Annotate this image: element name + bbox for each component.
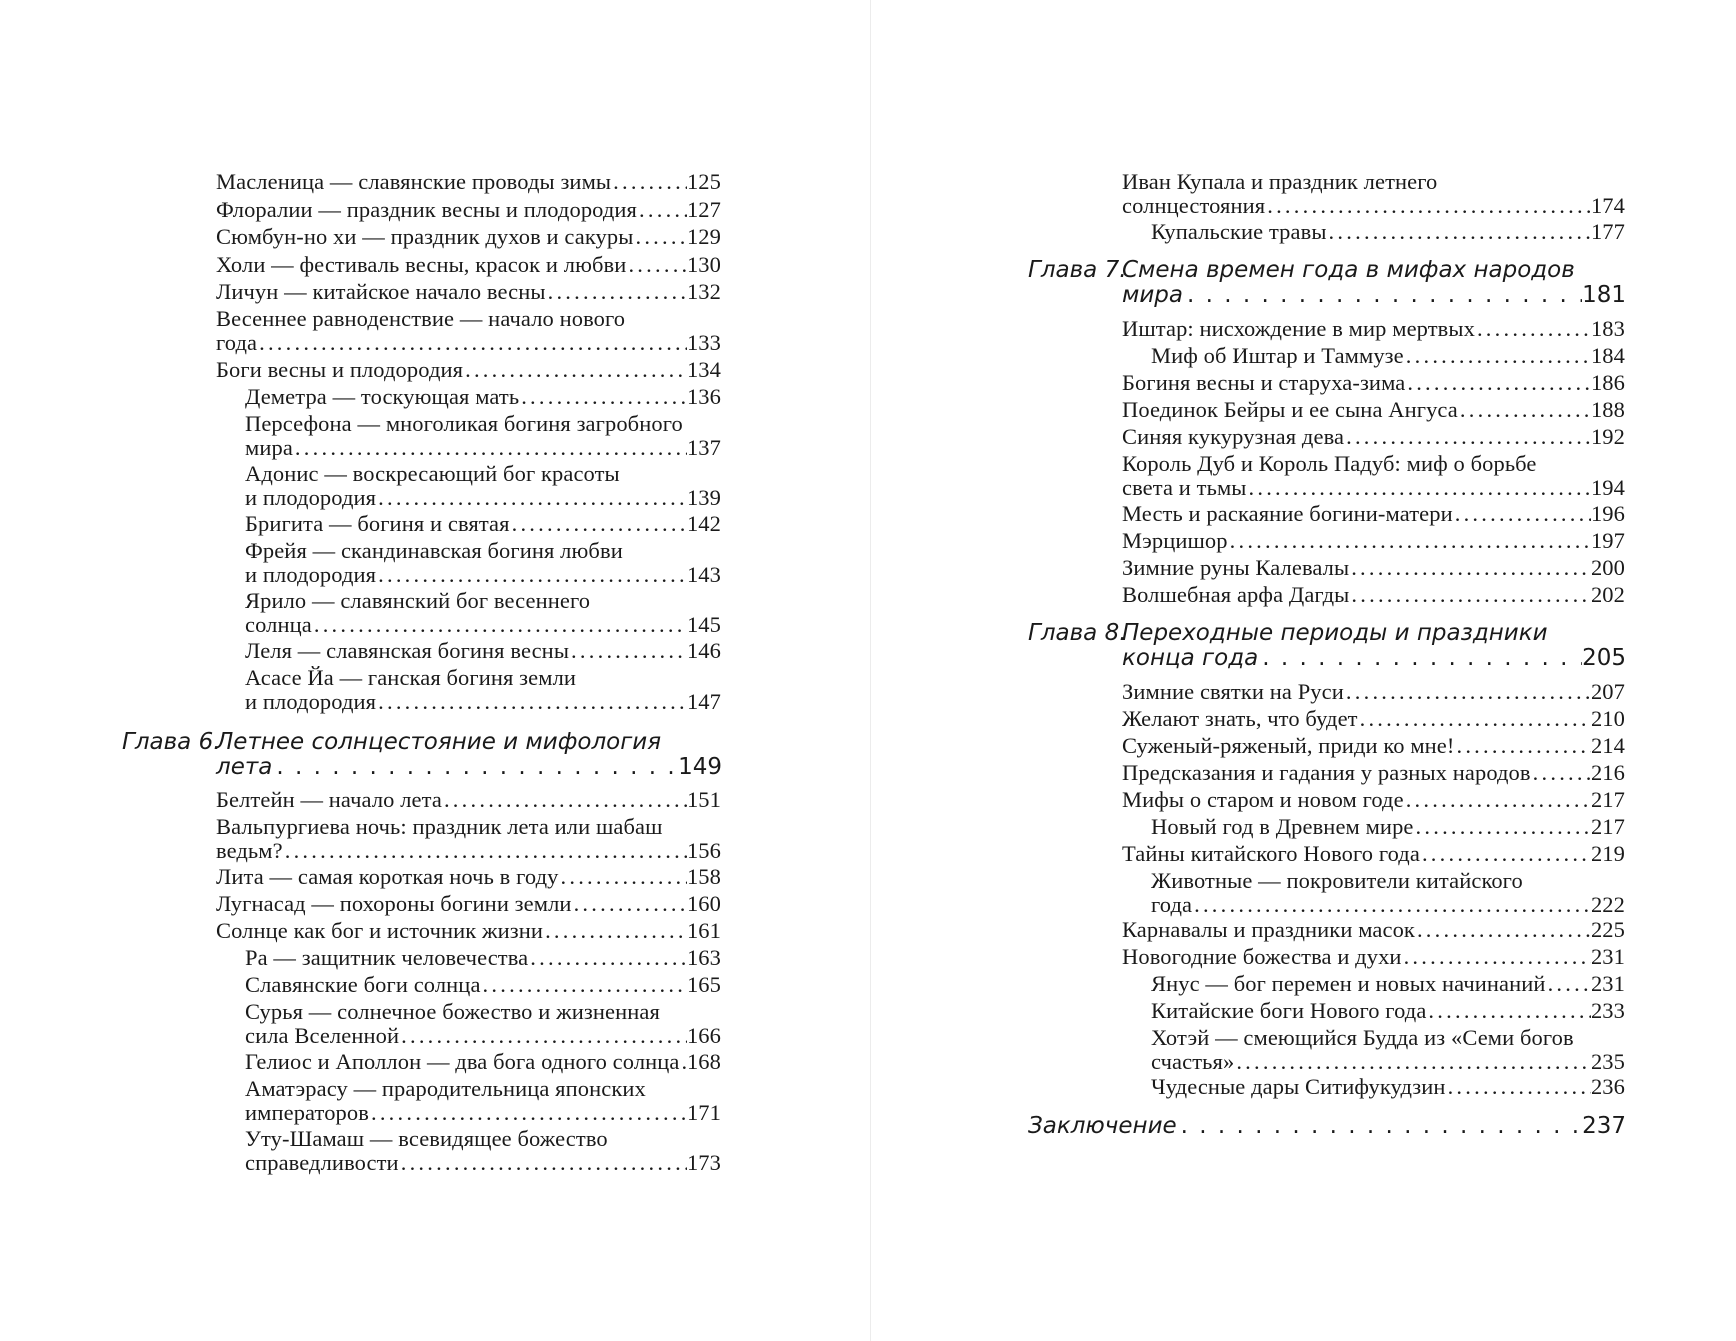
toc-entry[interactable]: Масленица — славянские проводы зимы . . . 125: [216, 170, 721, 194]
toc-entry[interactable]: Месть и раскаяние богини-матери . . . 196: [1122, 502, 1625, 526]
toc-entry[interactable]: Сюмбун-но хи — праздник духов и сакуры . . . 129: [216, 225, 721, 249]
toc-entry[interactable]: Личун — китайское начало весны . . . 132: [216, 280, 721, 304]
toc-entry[interactable]: Аматэрасу — прародительница японских императоров . . . 171: [245, 1077, 721, 1125]
toc-entry[interactable]: Вальпургиева ночь: праздник лета или шабаш ведьм? . . . 156: [216, 815, 721, 863]
toc-entry[interactable]: Леля — славянская богиня весны . . . 146: [245, 639, 721, 663]
toc-entry[interactable]: Персефона — многоликая богиня загробного мира . . . 137: [245, 412, 721, 460]
toc-entry[interactable]: Поединок Бейры и ее сына Ангуса . . . 188: [1122, 398, 1625, 422]
chapter-number: Глава 8.: [1028, 620, 1127, 646]
toc-entry[interactable]: Богиня весны и старуха-зима . . . 186: [1122, 371, 1625, 395]
toc-entry[interactable]: Деметра — тоскующая мать . . . 136: [245, 385, 721, 409]
toc-entry[interactable]: Суженый-ряженый, приди ко мне! . . . 214: [1122, 734, 1625, 758]
chapter-number: Глава 6.: [122, 729, 221, 755]
toc-entry[interactable]: Флоралии — праздник весны и плодородия . . . 127: [216, 198, 721, 222]
chapter-number: Глава 7.: [1028, 257, 1127, 283]
toc-entry[interactable]: Зимние святки на Руси . . . 207: [1122, 680, 1625, 704]
toc-entry[interactable]: Чудесные дары Ситифукудзин . . . 236: [1151, 1075, 1625, 1099]
toc-entry[interactable]: Иван Купала и праздник летнего солнцестояния . . . 174: [1122, 170, 1625, 218]
toc-entry[interactable]: Мэрцишор . . . 197: [1122, 529, 1625, 553]
toc-entry[interactable]: Лита — самая короткая ночь в году . . . 158: [216, 865, 721, 889]
toc-entry[interactable]: Гелиос и Аполлон — два бога одного солнца . . . 168: [245, 1050, 721, 1074]
toc-entry[interactable]: Животные — покровители китайского года . . . 222: [1151, 869, 1625, 917]
toc-entry[interactable]: Весеннее равноденствие — начало нового года . . . 133: [216, 307, 721, 355]
toc-entry[interactable]: Иштар: нисхождение в мир мертвых . . . 183: [1122, 317, 1625, 341]
toc-entry[interactable]: Ра — защитник человечества . . . 163: [245, 946, 721, 970]
toc-entry[interactable]: Янус — бог перемен и новых начинаний . . . 231: [1151, 972, 1625, 996]
toc-entry[interactable]: Бригита — богиня и святая . . . 142: [245, 512, 721, 536]
toc-entry[interactable]: Фрейя — скандинавская богиня любви и плодородия . . . 143: [245, 539, 721, 587]
toc-entry[interactable]: Король Дуб и Король Падуб: миф о борьбе света и тьмы . . . 194: [1122, 452, 1625, 500]
toc-entry[interactable]: Холи — фестиваль весны, красок и любви . . . 130: [216, 253, 721, 277]
toc-entry[interactable]: Хотэй — смеющийся Будда из «Семи богов счастья» . . . 235: [1151, 1026, 1625, 1074]
toc-entry[interactable]: Купальские травы . . . 177: [1151, 220, 1625, 244]
toc-entry[interactable]: Новый год в Древнем мире . . . 217: [1151, 815, 1625, 839]
toc-entry[interactable]: Зимние руны Калевалы . . . 200: [1122, 556, 1625, 580]
toc-entry[interactable]: Асасе Йа — ганская богиня земли и плодородия . . . 147: [245, 666, 721, 714]
toc-entry[interactable]: Новогодние божества и духи . . . 231: [1122, 945, 1625, 969]
toc-entry[interactable]: Белтейн — начало лета . . . 151: [216, 788, 721, 812]
toc-entry[interactable]: Мифы о старом и новом годе . . . 217: [1122, 788, 1625, 812]
toc-entry[interactable]: Предсказания и гадания у разных народов . . . 216: [1122, 761, 1625, 785]
toc-entry[interactable]: Миф об Иштар и Таммузе . . . 184: [1151, 344, 1625, 368]
toc-entry[interactable]: Китайские боги Нового года . . . 233: [1151, 999, 1625, 1023]
toc-entry[interactable]: Солнце как бог и источник жизни . . . 161: [216, 919, 721, 943]
toc-entry[interactable]: Волшебная арфа Дагды . . . 202: [1122, 583, 1625, 607]
toc-entry[interactable]: Боги весны и плодородия . . . 134: [216, 358, 721, 382]
toc-entry[interactable]: Лугнасад — похороны богини земли . . . 160: [216, 892, 721, 916]
page-gutter: [870, 0, 871, 1341]
toc-entry[interactable]: Синяя кукурузная дева . . . 192: [1122, 425, 1625, 449]
toc-entry[interactable]: Славянские боги солнца . . . 165: [245, 973, 721, 997]
toc-entry[interactable]: Карнавалы и праздники масок . . . 225: [1122, 918, 1625, 942]
toc-entry[interactable]: Тайны китайского Нового года . . . 219: [1122, 842, 1625, 866]
toc-entry[interactable]: Уту-Шамаш — всевидящее божество справедливости . . . 173: [245, 1127, 721, 1175]
toc-entry[interactable]: Желают знать, что будет . . . 210: [1122, 707, 1625, 731]
toc-entry[interactable]: Сурья — солнечное божество и жизненная сила Вселенной . . . 166: [245, 1000, 721, 1048]
toc-entry[interactable]: Ярило — славянский бог весеннего солнца . . . 145: [245, 589, 721, 637]
toc-entry[interactable]: Адонис — воскресающий бог красоты и плодородия . . . 139: [245, 462, 721, 510]
